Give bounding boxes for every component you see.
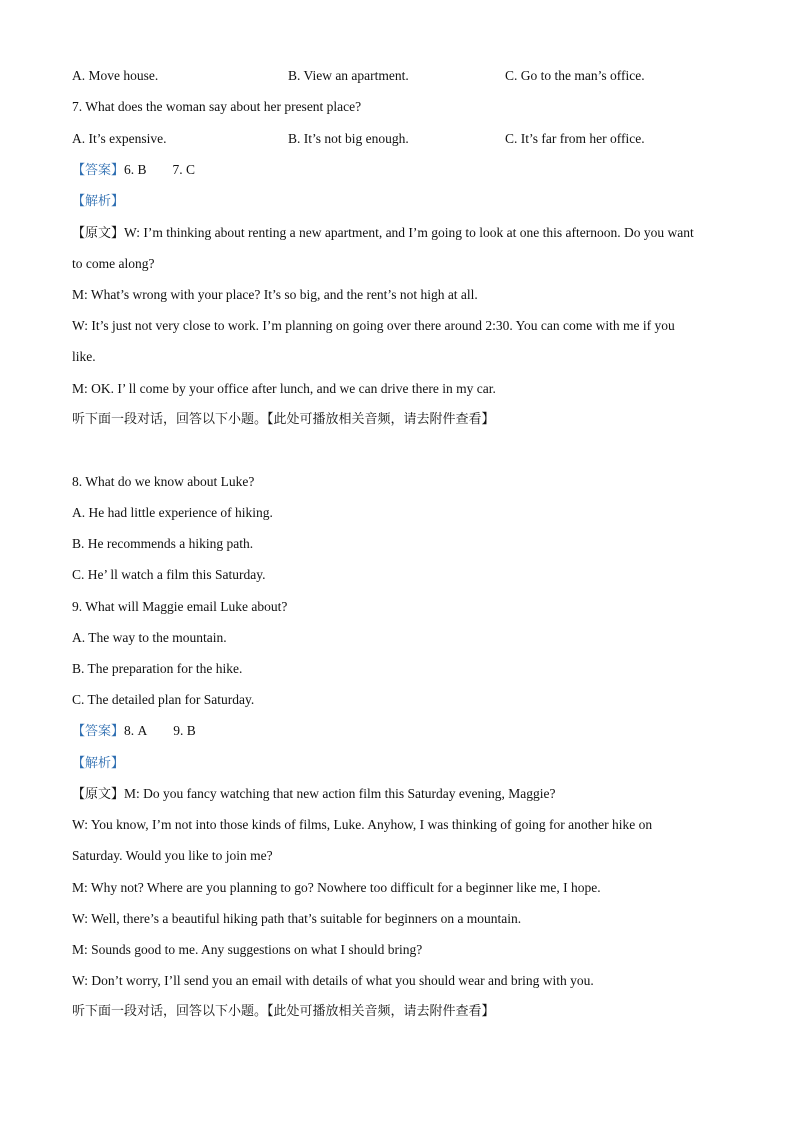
transcript-line [72, 786, 556, 803]
transcript-line: M: Sounds good to me. Any suggestions on what I should bring? [72, 942, 423, 957]
q7-option-a: A. It’s expensive. [72, 131, 167, 146]
q7-question: 7. What does the woman say about her present place? [72, 99, 362, 114]
analysis-heading-1 [72, 193, 124, 210]
q6-option-b: B. View an apartment. [288, 68, 409, 83]
answer-value: 7. C [172, 162, 196, 177]
transcript-line: to come along? [72, 256, 155, 271]
answer-tag: 【答案】 [72, 163, 125, 178]
audio-instruction: 听下面一段对话，回答以下小题。【此处可播放相关音频，请去附件查看】 [72, 1004, 495, 1019]
q9-option-b: B. The preparation for the hike. [72, 661, 243, 676]
answer-value: 9. B [173, 723, 196, 738]
answer-value: 8. A [124, 723, 148, 738]
transcript-line: W: It’s just not very close to work. I’m planning on going over there around 2:30. You can come with me if you [72, 318, 675, 333]
transcript-line: like. [72, 349, 96, 364]
q6-option-c: C. Go to the man’s office. [505, 68, 645, 83]
q8-option-b: B. He recommends a hiking path. [72, 536, 254, 551]
q6-option-a: A. Move house. [72, 68, 159, 83]
analysis-heading-2 [72, 755, 124, 772]
answer-tag: 【答案】 [72, 724, 125, 739]
answer-line-2 [72, 723, 196, 740]
q9-option-a: A. The way to the mountain. [72, 630, 227, 645]
transcript-line [72, 225, 694, 242]
transcript-line: M: Why not? Where are you planning to go? Nowhere too difficult for a beginner like me, I hope. [72, 880, 601, 895]
transcript-text: M: Do you fancy watching that new action film this Saturday evening, Maggie? [124, 786, 556, 801]
original-tag: 【原文】 [72, 226, 125, 241]
transcript-line: W: You know, I’m not into those kinds of films, Luke. Anyhow, I was thinking of going for another hike on [72, 817, 653, 832]
transcript-line: W: Don’t worry, I’ll send you an email with details of what you should wear and bring with you. [72, 973, 594, 988]
q8-option-c: C. He’ ll watch a film this Saturday. [72, 567, 266, 582]
transcript-text: W: I’m thinking about renting a new apartment, and I’m going to look at one this afternoon. Do you want [124, 225, 694, 240]
q7-option-c: C. It’s far from her office. [505, 131, 645, 146]
analysis-tag: 【解析】 [72, 756, 125, 771]
q7-option-b: B. It’s not big enough. [288, 131, 409, 146]
analysis-tag: 【解析】 [72, 194, 125, 209]
original-tag: 【原文】 [72, 787, 125, 802]
transcript-line: W: Well, there’s a beautiful hiking path that’s suitable for beginners on a mountain. [72, 911, 522, 926]
transcript-line: Saturday. Would you like to join me? [72, 848, 273, 863]
answer-value: 6. B [124, 162, 147, 177]
q9-option-c: C. The detailed plan for Saturday. [72, 692, 255, 707]
q8-question: 8. What do we know about Luke? [72, 474, 255, 489]
transcript-line: M: What’s wrong with your place? It’s so big, and the rent’s not high at all. [72, 287, 478, 302]
transcript-line: M: OK. I’ ll come by your office after lunch, and we can drive there in my car. [72, 381, 496, 396]
answer-line-1 [72, 162, 195, 179]
audio-instruction: 听下面一段对话，回答以下小题。【此处可播放相关音频，请去附件查看】 [72, 412, 495, 427]
q8-option-a: A. He had little experience of hiking. [72, 505, 273, 520]
q9-question: 9. What will Maggie email Luke about? [72, 599, 288, 614]
